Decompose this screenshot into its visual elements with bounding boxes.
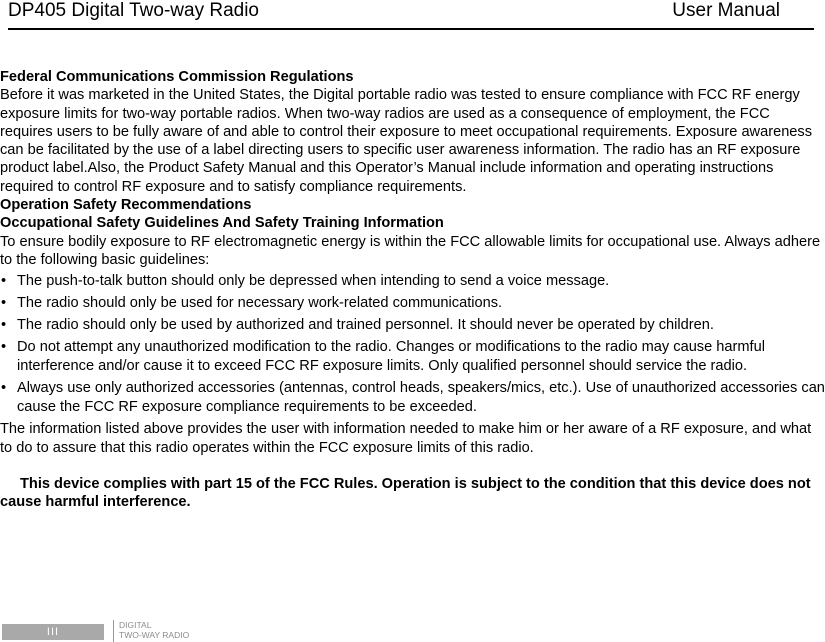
bullet-icon: • bbox=[1, 380, 7, 397]
page-number: III bbox=[2, 624, 104, 640]
spacer bbox=[0, 457, 825, 475]
bullet-icon: • bbox=[1, 273, 7, 290]
footer-divider bbox=[113, 620, 114, 642]
list-item bbox=[0, 294, 825, 313]
guidelines-intro: To ensure bodily exposure to RF electromagnetic energy is within the FCC allowable limits for occupational use. Always adhere to the following basic guidelines: bbox=[0, 233, 821, 268]
bullet-icon: • bbox=[1, 339, 7, 356]
bullet-icon: • bbox=[1, 317, 7, 334]
fcc-part15-notice: This device complies with part 15 of the FCC Rules. Operation is subject to the condition that this device does not cause harmful interference. bbox=[0, 475, 811, 511]
brand-line-2: TWO-WAY RADIO bbox=[119, 629, 190, 640]
list-item bbox=[0, 316, 825, 335]
page-content bbox=[0, 68, 825, 511]
list-item-text: The radio should only be used by authorized and trained personnel. It should never be operated by children. bbox=[17, 317, 714, 334]
fcc-paragraph: Before it was marketed in the United States, the Digital portable radio was tested to ensure compliance with FCC RF energy exposure limits for two-way portable radios. When two-way radios are used as a consequence of employment, the FCC requires users to be fully aware of and able to control their exposure to meet occupational requirements. Exposure awareness can be facilitated by the use of a label directing users to specific user awareness information. The radio has an RF exposure product label.Also, the Product Safety Manual and this Operator’s Manual include information and operating instructions required to control RF exposure and to satisfy compliance requirements. bbox=[0, 87, 813, 195]
closing-paragraph: The information listed above provides the user with information needed to make him or her aware of a RF exposure, and what to do to assure that this radio operates within the FCC exposure limits of this radio. bbox=[0, 421, 812, 456]
footer-brand bbox=[119, 621, 189, 640]
page-header bbox=[8, 0, 814, 30]
fcc-heading: Federal Communications Commission Regulations bbox=[0, 69, 354, 85]
list-item bbox=[0, 272, 825, 291]
brand-line-1: DIGITAL bbox=[119, 620, 152, 630]
document-title: DP405 Digital Two-way Radio bbox=[8, 0, 259, 21]
operation-safety-heading: Operation Safety Recommendations bbox=[0, 197, 252, 214]
list-item-text: The radio should only be used for necessary work-related communications. bbox=[17, 295, 503, 312]
list-item bbox=[0, 338, 825, 376]
list-item-text: Always use only authorized accessories (antennas, control heads, speakers/mics, etc.). Use of unauthorized accessories can cause the FCC RF exposure compliance requirements to be exceeded. bbox=[17, 380, 825, 416]
page-footer bbox=[0, 620, 825, 642]
occupational-safety-heading: Occupational Safety Guidelines And Safety Training Information bbox=[0, 215, 444, 232]
guidelines-list bbox=[0, 272, 825, 417]
manual-label: User Manual bbox=[672, 0, 780, 21]
list-item bbox=[0, 379, 825, 417]
list-item-text: The push-to-talk button should only be depressed when intending to send a voice message. bbox=[17, 273, 610, 290]
list-item-text: Do not attempt any unauthorized modification to the radio. Changes or modifications to the radio may cause harmful interference and/or cause it to exceed FCC RF exposure limits. Only qualified personnel should service the radio. bbox=[17, 339, 765, 375]
bullet-icon: • bbox=[1, 295, 7, 312]
